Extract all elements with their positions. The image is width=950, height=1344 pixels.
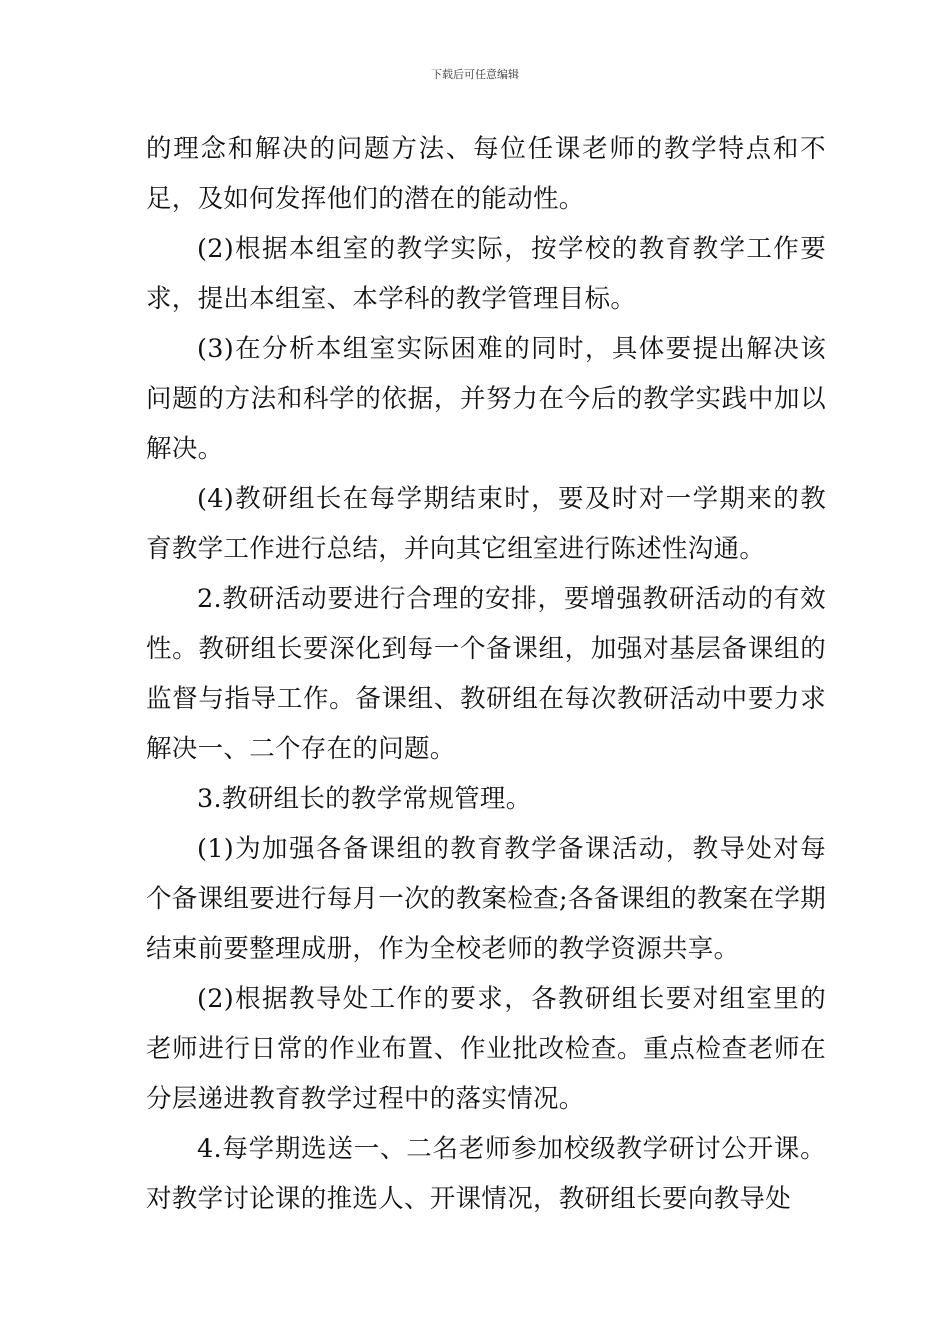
paragraph: (2)根据本组室的教学实际，按学校的教育教学工作要求，提出本组室、本学科的教学管理目标。 <box>146 234 826 314</box>
paragraph: 的理念和解决的问题方法、每位任课老师的教学特点和不足，及如何发挥他们的潜在的能动性。 <box>146 134 826 214</box>
paragraph: (1)为加强各备课组的教育教学备课活动，教导处对每个备课组要进行每月一次的教案检查;各备课组的教案在学期结束前要整理成册，作为全校老师的教学资源共享。 <box>146 834 826 964</box>
document-body <box>146 124 826 1224</box>
page-header: 下载后可任意编辑 <box>431 68 519 81</box>
paragraph: 3.教研组长的教学常规管理。 <box>197 784 532 814</box>
paragraph: (4)教研组长在每学期结束时，要及时对一学期来的教育教学工作进行总结，并向其它组室进行陈述性沟通。 <box>146 484 826 564</box>
paragraph: 4.每学期选送一、二名老师参加校级教学研讨公开课。对教学讨论课的推选人、开课情况，教研组长要向教导处 <box>146 1134 826 1214</box>
paragraph: 2.教研活动要进行合理的安排，要增强教研活动的有效性。教研组长要深化到每一个备课组，加强对基层备课组的监督与指导工作。备课组、教研组在每次教研活动中要力求解决一、二个存在的问题。 <box>146 584 826 764</box>
paragraph: (2)根据教导处工作的要求，各教研组长要对组室里的老师进行日常的作业布置、作业批改检查。重点检查老师在分层递进教育教学过程中的落实情况。 <box>146 984 826 1114</box>
paragraph: (3)在分析本组室实际困难的同时，具体要提出解决该问题的方法和科学的依据，并努力在今后的教学实践中加以解决。 <box>146 334 826 464</box>
